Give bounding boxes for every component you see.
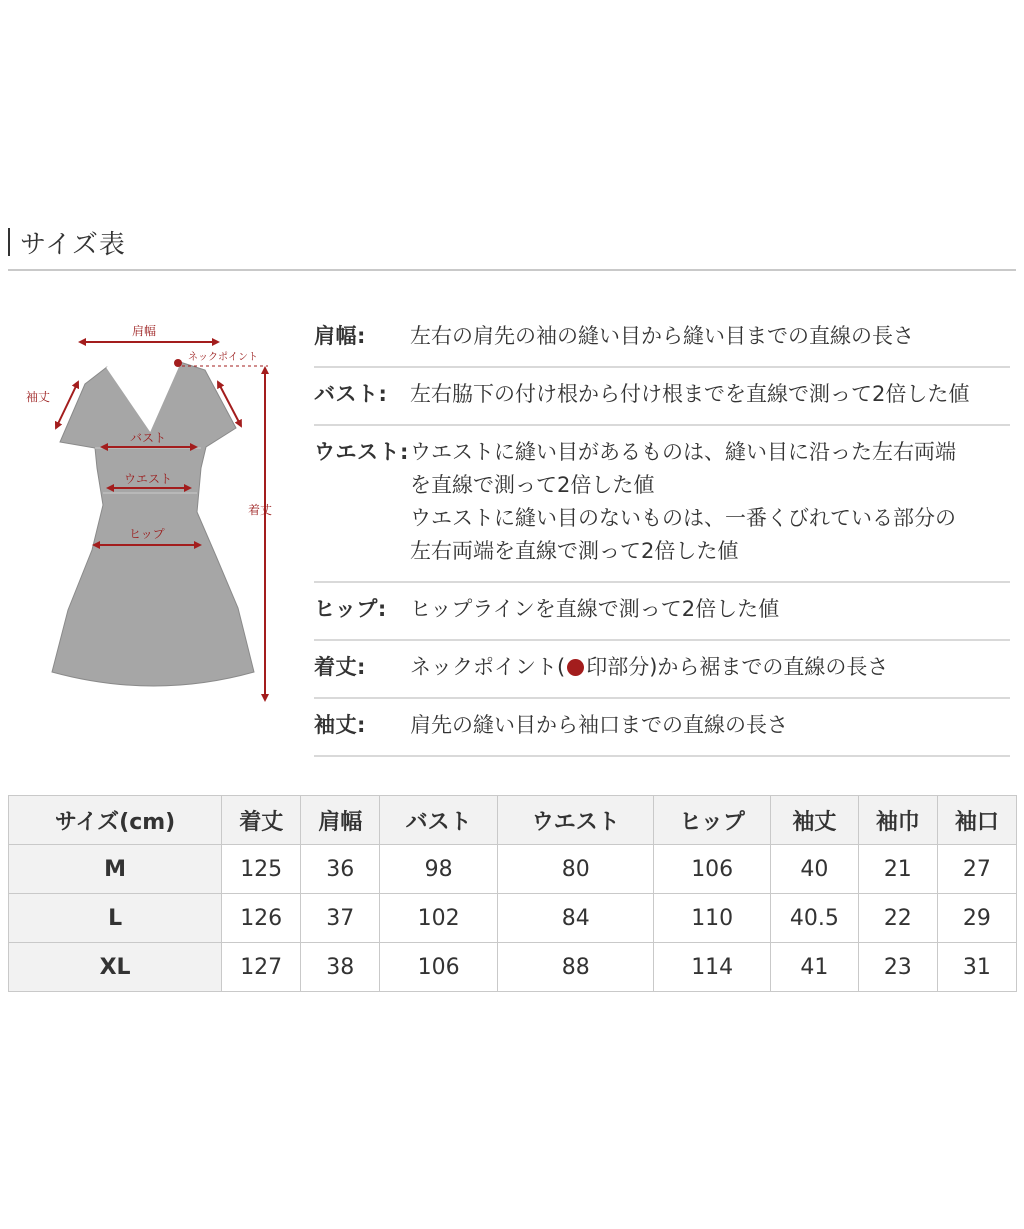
table-cell: 40.5 [770, 894, 858, 943]
definition-term: バスト: [314, 382, 388, 406]
garment-diagram [0, 300, 300, 720]
table-cell: 114 [654, 943, 771, 992]
definition-term: 袖丈: [314, 713, 366, 737]
title-divider [8, 269, 1016, 271]
table-cell: 21 [858, 845, 937, 894]
definition-text: ウエストに縫い目があるものは、縫い目に沿った左右両端 を直線で測って2倍した値 ウエストに縫い目のないものは、一番くびれている部分の 左右両端を直線で測って2倍した値 [410, 440, 956, 563]
definition-row [314, 699, 1010, 757]
table-cell: 29 [937, 894, 1016, 943]
table-cell: 23 [858, 943, 937, 992]
table-cell: 38 [301, 943, 380, 992]
table-cell: 27 [937, 845, 1016, 894]
column-header: 袖巾 [858, 796, 937, 845]
column-header: ヒップ [654, 796, 771, 845]
title-bar [8, 228, 10, 256]
page-title: サイズ表 [20, 229, 126, 260]
column-header: 袖丈 [770, 796, 858, 845]
table-cell: 110 [654, 894, 771, 943]
definition-text: 肩先の縫い目から袖口までの直線の長さ [410, 713, 788, 737]
hip-label: ヒップ [129, 527, 165, 541]
column-header: 袖口 [937, 796, 1016, 845]
column-header: バスト [380, 796, 498, 845]
definition-text: ネックポイント( 印部分)から裾までの直線の長さ [410, 655, 889, 679]
table-row [9, 845, 1017, 894]
table-cell: 84 [498, 894, 654, 943]
table-row [9, 894, 1017, 943]
definition-text: 左右の肩先の袖の縫い目から縫い目までの直線の長さ [410, 324, 914, 348]
column-header: 肩幅 [301, 796, 380, 845]
definition-term: ヒップ: [314, 597, 387, 621]
table-cell: 41 [770, 943, 858, 992]
table-cell: 98 [380, 845, 498, 894]
size-cell: XL [9, 943, 222, 992]
table-cell: 126 [222, 894, 301, 943]
definition-row [314, 583, 1010, 641]
table-cell: 80 [498, 845, 654, 894]
table-cell: 106 [380, 943, 498, 992]
size-cell: L [9, 894, 222, 943]
section-title [8, 226, 126, 258]
table-cell: 31 [937, 943, 1016, 992]
table-cell: 127 [222, 943, 301, 992]
definition-row [314, 368, 1010, 426]
definition-text: 左右脇下の付け根から付け根までを直線で測って2倍した値 [410, 382, 970, 406]
definition-term: ウエスト: [314, 440, 409, 464]
definition-row [314, 641, 1010, 699]
table-cell: 37 [301, 894, 380, 943]
table-cell: 88 [498, 943, 654, 992]
sleeve-label: 袖丈 [26, 390, 51, 404]
definition-row [314, 310, 1010, 368]
measurement-definitions [314, 310, 1010, 757]
waist-label: ウエスト [124, 472, 173, 486]
neck-point-dot-icon [567, 659, 584, 676]
neck-point-label: ネックポイント [188, 352, 258, 363]
table-cell: 22 [858, 894, 937, 943]
table-cell: 102 [380, 894, 498, 943]
size-table [8, 795, 1017, 992]
definition-row [314, 426, 1010, 583]
definition-term: 着丈: [314, 655, 366, 679]
column-header: 着丈 [222, 796, 301, 845]
shoulder-label: 肩幅 [132, 324, 157, 338]
table-row [9, 943, 1017, 992]
table-cell: 40 [770, 845, 858, 894]
column-header: サイズ(cm) [9, 796, 222, 845]
table-cell: 106 [654, 845, 771, 894]
table-header-row [9, 796, 1017, 845]
bust-label: バスト [130, 431, 167, 445]
table-cell: 36 [301, 845, 380, 894]
definition-text: ヒップラインを直線で測って2倍した値 [410, 597, 780, 621]
column-header: ウエスト [498, 796, 654, 845]
table-cell: 125 [222, 845, 301, 894]
size-cell: M [9, 845, 222, 894]
definition-term: 肩幅: [314, 324, 366, 348]
neck-point-dot [174, 359, 182, 367]
dress-silhouette [52, 362, 254, 686]
length-label: 着丈 [248, 503, 273, 517]
